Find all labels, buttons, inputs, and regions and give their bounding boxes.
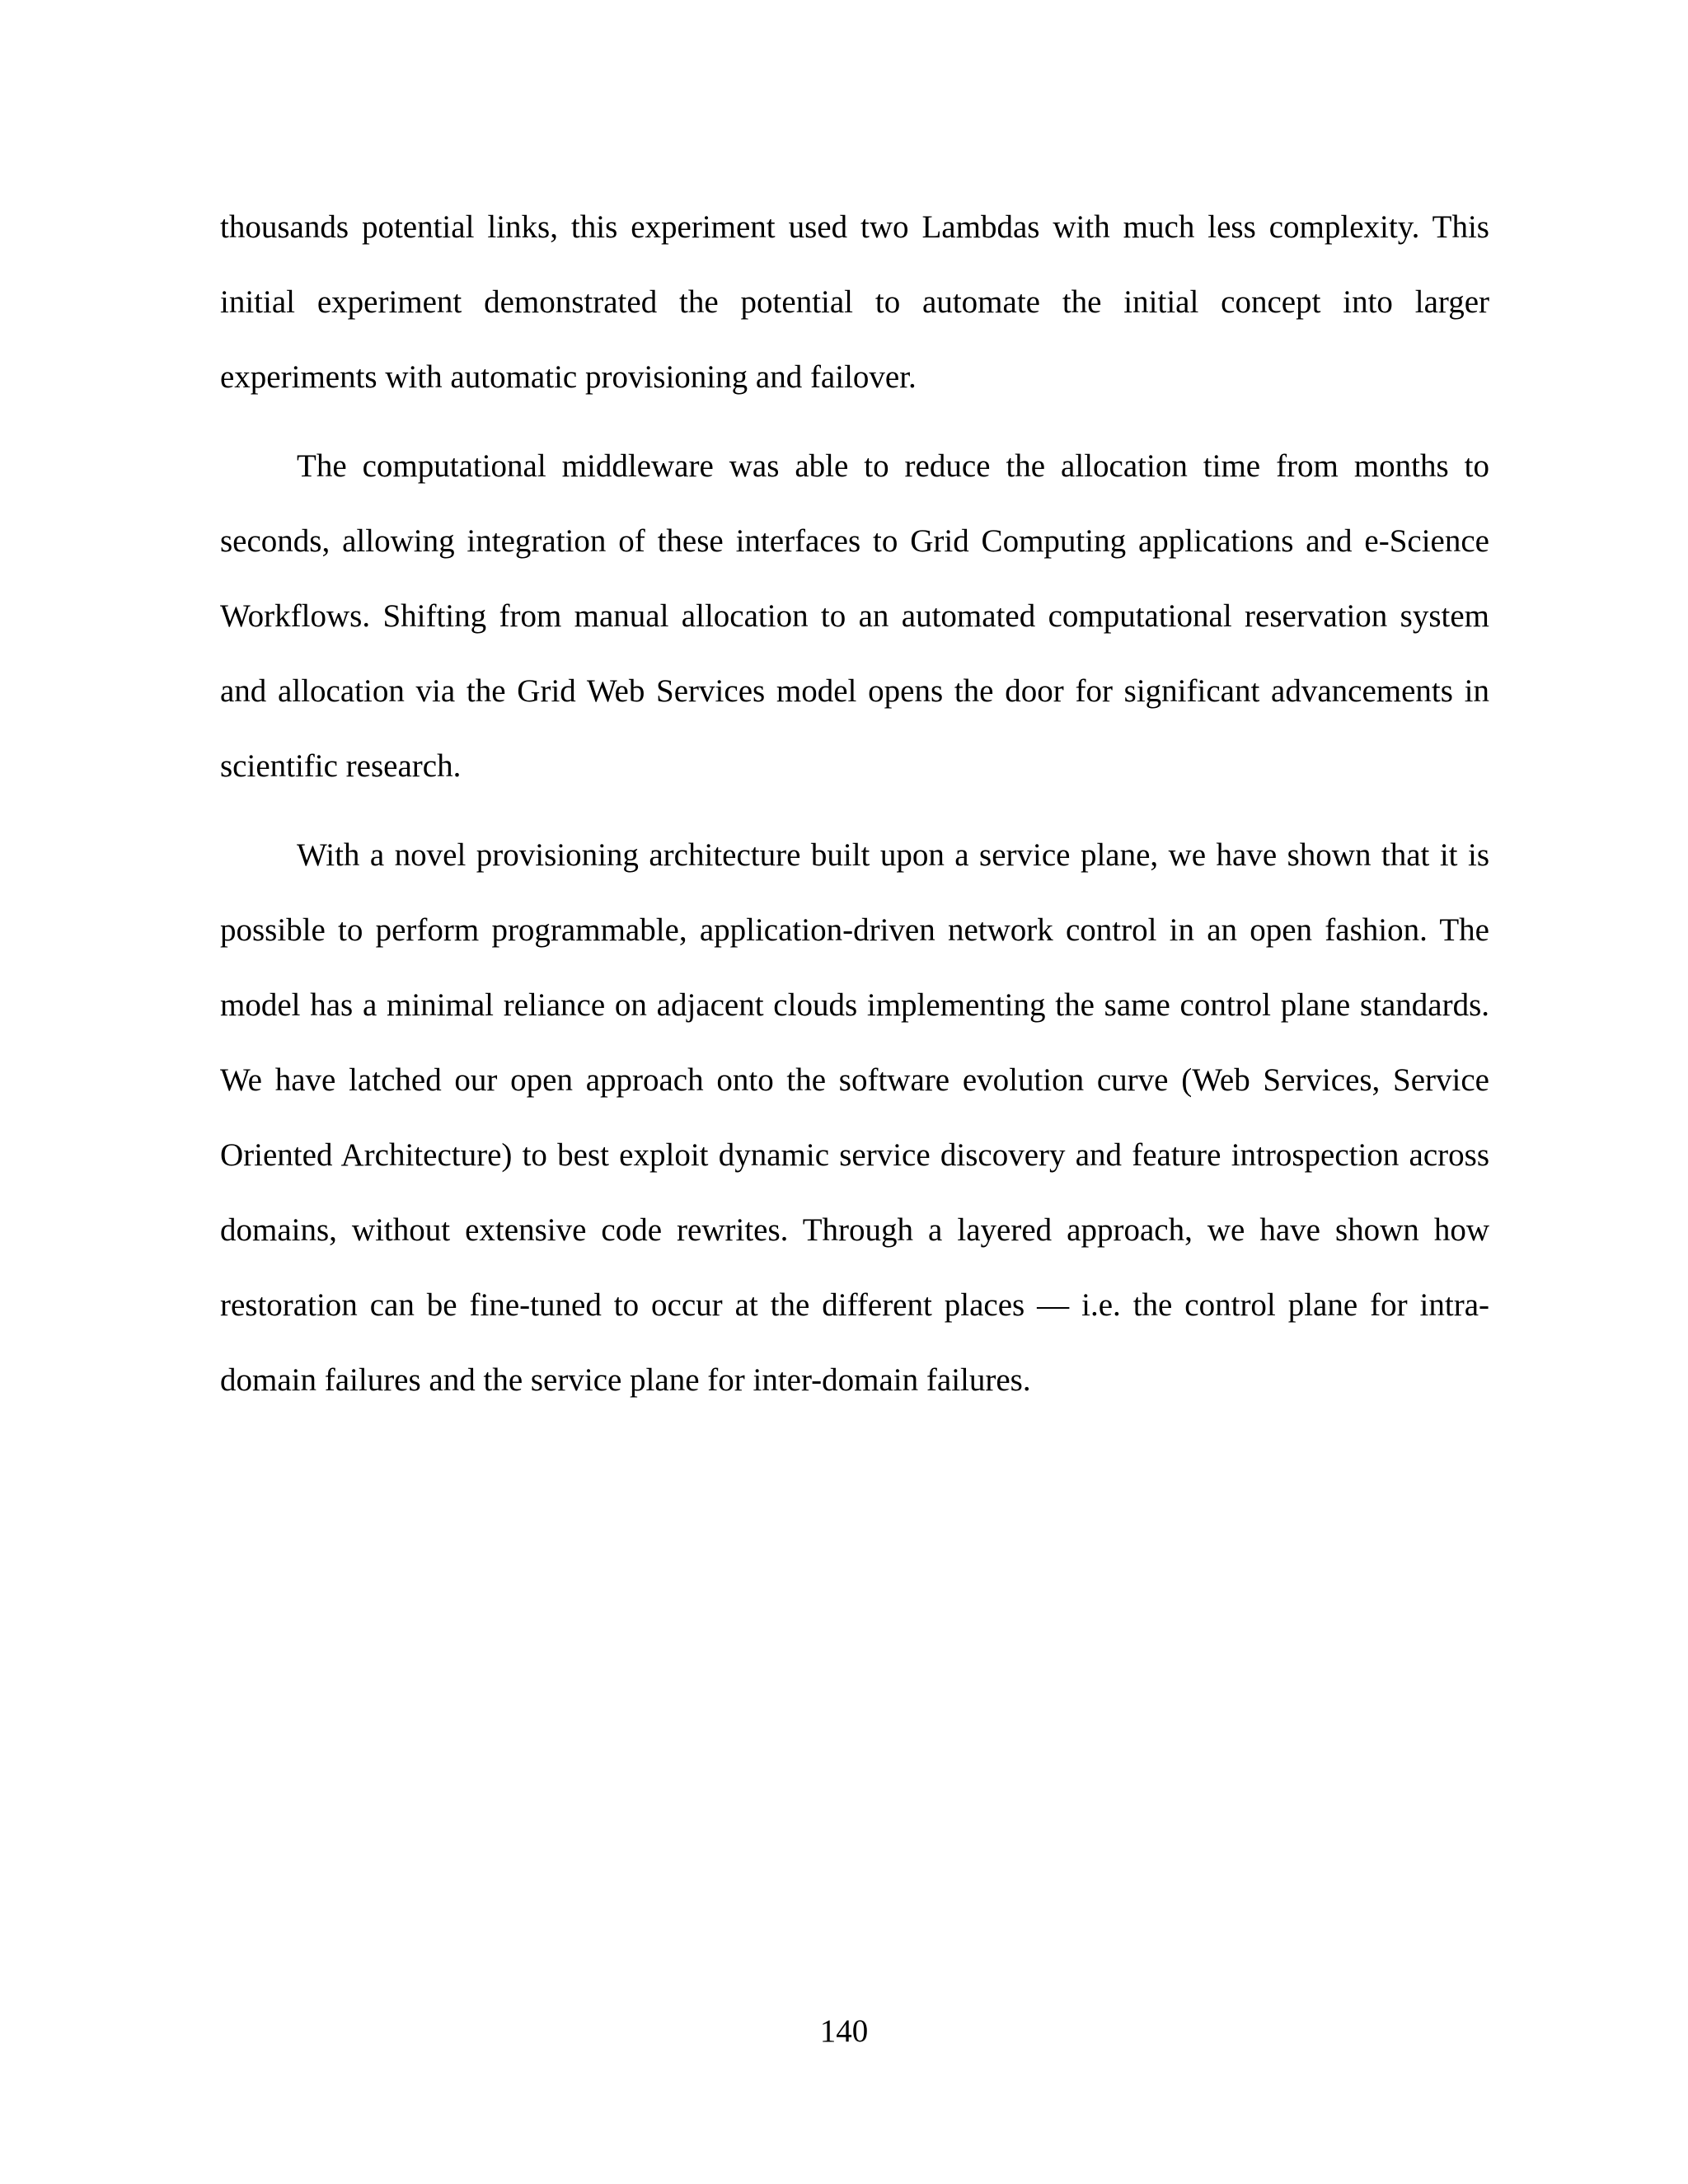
paragraph-continuation: thousands potential links, this experiment used two Lambdas with much less complexity. This initial experiment demonstrated the potential to automate the initial concept into larger experiments with automatic provisioning and failover. bbox=[220, 209, 1489, 395]
page-number: 140 bbox=[819, 2013, 869, 2049]
body-text bbox=[220, 190, 1489, 1432]
paragraph-computational-middleware: The computational middleware was able to reduce the allocation time from months to seconds, allowing integration of these interfaces to Grid Computing applications and e-Science Workflows. Shifting from manual allocation to an automated computational reservation system and allocation via the Grid Web Services model opens the door for significant advancements in scientific research. bbox=[220, 448, 1489, 784]
paragraph-provisioning-architecture: With a novel provisioning architecture built upon a service plane, we have shown that it is possible to perform programmable, application-driven network control in an open fashion. The model has a minimal reliance on adjacent clouds implementing the same control plane standards. We have latched our open approach onto the software evolution curve (Web Services, Service Oriented Architecture) to best exploit dynamic service discovery and feature introspection across domains, without extensive code rewrites. Through a layered approach, we have shown how restoration can be fine-tuned to occur at the different places — i.e. the control plane for intra-domain failures and the service plane for inter-domain failures. bbox=[220, 837, 1489, 1398]
